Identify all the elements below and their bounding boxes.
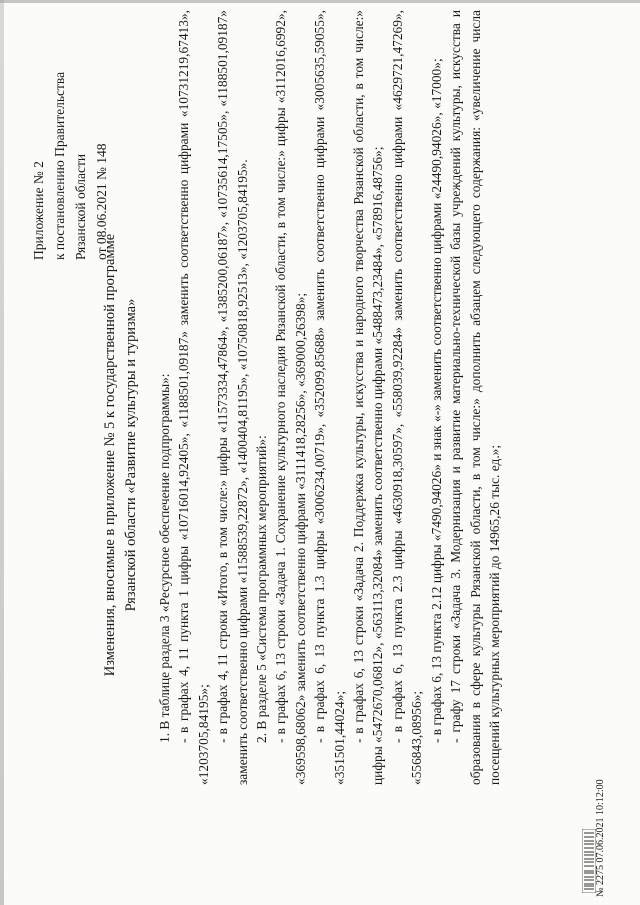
paragraph: - в графах 6, 13 пункта 1.3 цифры «3006234,00719», «352099,85688» заменить соответственно цифрами «3005635,59055», «351501,44024»; — [312, 10, 347, 785]
document-title-line-2: Рязанской области «Развитие культуры и туризма» — [123, 298, 139, 612]
paragraph: - графу 17 строки «Задача 3. Модернизация и развитие материально-технической базы учреждений культуры, искусства и образования в сфере культуры Рязанской области, в том числе:» дополнить абзацем следующего содержания: «увеличение числа посещений культурных мероприятий до 14965,26 тыс. ед.»; — [448, 10, 502, 785]
document-body — [155, 10, 504, 785]
paragraph: 2. В разделе 5 «Система программных мероприятий»: — [254, 435, 270, 743]
appendix-line-1: Приложение № 2 — [31, 161, 46, 260]
appendix-line-4: от 08.06.2021 № 148 — [94, 143, 109, 260]
paragraph: - в графах 6, 13 пункта 2.12 цифры «7490,94026» и знак «-» заменить соответственно цифрами «24490,94026», «17000»; — [428, 58, 444, 743]
appendix-line-3: Рязанской области — [73, 153, 88, 260]
paragraph: - в графах 6, 13 строки «Задача 2. Поддержка культуры, искусства и народного творчества Рязанской области, в том числе:» цифры «5472670,06812», «563113,32084» заменить соответственно цифрами «5488473,23484», «578916,48756»; — [351, 10, 386, 785]
paragraph: - в графах 6, 13 строки «Задача 1. Сохранение культурного наследия Рязанской области, в том числе:» цифры «3112016,6992», «369598,68062» заменить соответственно цифрами «3111418,28256», «369000,26398»; — [273, 10, 308, 785]
document-title-line-1: Изменения, вносимые в приложение № 5 к государственной программе — [102, 233, 118, 677]
paragraph: - в графах 4, 11 пункта 1 цифры «10716014,92405», «1188501,09187» заменить соответственно цифрами «10731219,67413», «1203705,84195»; — [176, 10, 211, 785]
barcode-icon — [582, 829, 596, 893]
paragraph: 1. В таблице раздела 3 «Ресурсное обеспечение подпрограммы»: — [157, 373, 172, 743]
registration-stamp: № 2275 07.06.2021 10:12:00 — [595, 779, 606, 897]
appendix-line-2: к постановлению Правительства — [52, 71, 67, 260]
paragraph: - в графах 4, 11 строки «Итого, в том числе:» цифры «11573334,47864», «1385200,06187», «10735614,17505», «1188501,09187» заменить соответственно цифрами «11588539,22872», «1400404,81195», «10750818,92513», «1203705,84195». — [215, 10, 250, 785]
paragraph: - в графах 6, 13 пункта 2.3 цифры «4630918,30597», «558039,92284» заменить соответственно цифрами «4629721,47269», «556843,08956»; — [389, 10, 425, 785]
